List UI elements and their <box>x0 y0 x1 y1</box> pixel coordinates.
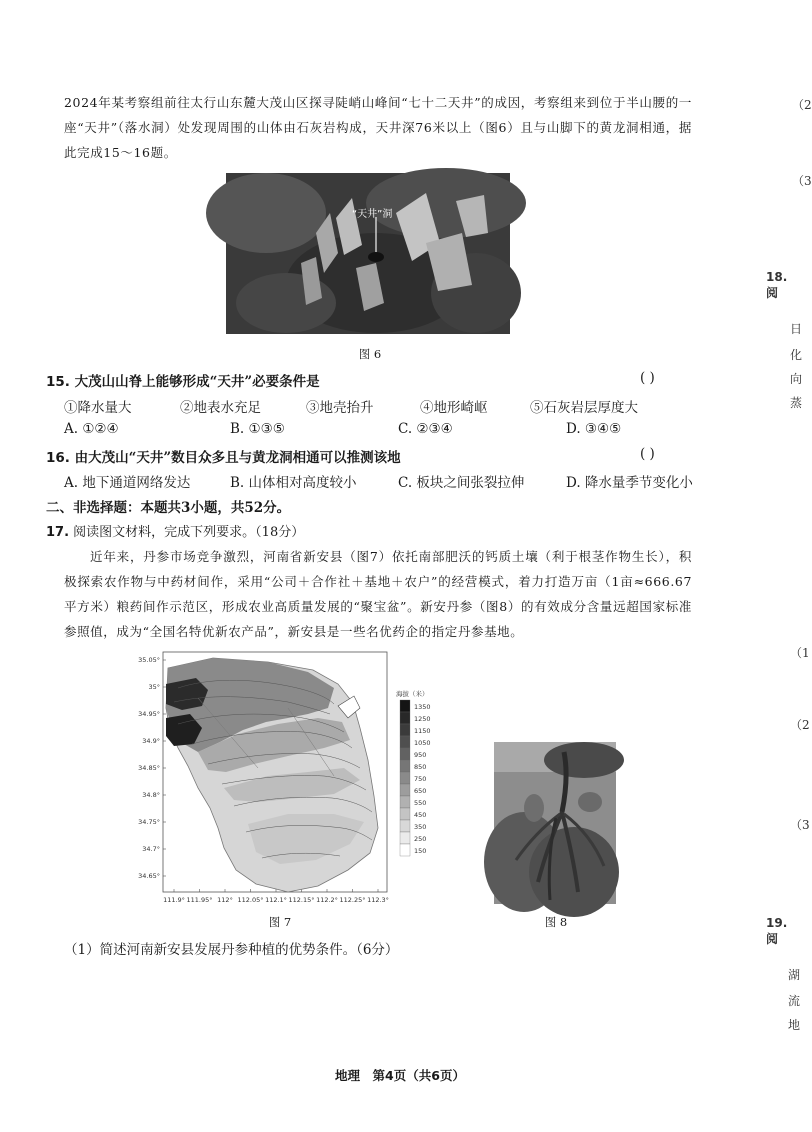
longitude-tick-label: 111.9° <box>163 896 185 904</box>
karst-mountain-image <box>226 173 510 334</box>
q15-item: ②地表水充足 <box>180 400 261 416</box>
legend-swatch <box>400 820 410 832</box>
q15-option-a[interactable]: A. ①②④ <box>64 421 119 437</box>
q15-option-c[interactable]: C. ②③④ <box>398 421 453 437</box>
longitude-tick-label: 111.95° <box>186 896 213 904</box>
figure-6-caption: 图 6 <box>358 347 382 361</box>
legend-value: 250 <box>414 835 427 843</box>
latitude-tick-label: 34.95° <box>138 710 160 718</box>
latitude-tick-label: 34.65° <box>138 872 160 880</box>
question-16-stem: 由大茂山“天井”数目众多且与黄龙洞相通可以推测该地 <box>74 450 401 466</box>
q15-item: ④地形崎岖 <box>420 400 488 416</box>
question-17 <box>46 521 304 540</box>
latitude-ticks <box>138 656 166 880</box>
figure-7-map <box>138 648 448 910</box>
legend-swatch <box>400 760 410 772</box>
q16-option-a[interactable]: A. 地下通道网络发达 <box>64 475 191 491</box>
legend-swatch <box>400 796 410 808</box>
section-2-heading: 二、非选择题：本题共3小题，共52分。 <box>46 500 291 516</box>
q15-item: ③地壳抬升 <box>306 400 374 416</box>
longitude-tick-label: 112.25° <box>339 896 366 904</box>
q15-option-b[interactable]: B. ①③⑤ <box>230 421 285 437</box>
edge-char: 蒸 <box>790 396 803 410</box>
latitude-tick-label: 35° <box>148 683 160 691</box>
legend-swatch <box>400 712 410 724</box>
legend-swatch <box>400 808 410 820</box>
legend-value: 750 <box>414 775 427 783</box>
longitude-tick-label: 112.15° <box>288 896 315 904</box>
question-17-stem: 阅读图文材料，完成下列要求。（18分） <box>73 525 305 540</box>
intro-passage: 2024年某考察组前往太行山东麓大茂山区探寻陡峭山峰间“七十二天井”的成因，考察组来到位于半山腰的一座“天井”（落水洞）处发现周围的山体由石灰岩构成，天井深76米以上（图6）且与山脚下的黄龙洞相通，据此完成15～16题。 <box>64 95 692 160</box>
legend-value: 350 <box>414 823 427 831</box>
salvia-root-image <box>494 742 616 904</box>
legend-value: 550 <box>414 799 427 807</box>
edge-char: 流 <box>788 994 801 1008</box>
legend-swatch <box>400 700 410 712</box>
latitude-tick-label: 34.75° <box>138 818 160 826</box>
latitude-tick-label: 34.8° <box>142 791 160 799</box>
edge-mark-3b: （3 <box>790 818 810 832</box>
figure-8-photo <box>494 742 616 904</box>
figure-7-caption: 图 7 <box>268 915 292 929</box>
question-15-stem: 大茂山山脊上能够形成“天井”必要条件是 <box>74 374 320 390</box>
edge-mark-3: （3 <box>792 174 812 188</box>
legend-value: 1050 <box>414 739 431 747</box>
answer-bracket-15[interactable]: ( ) <box>640 370 655 386</box>
edge-mark-2: （2 <box>792 98 812 112</box>
longitude-tick-label: 112° <box>217 896 233 904</box>
answer-bracket-16[interactable]: ( ) <box>640 446 655 462</box>
q15-item: ①降水量大 <box>64 400 132 416</box>
question-16-number: 16. <box>46 450 70 466</box>
legend-swatch <box>400 844 410 856</box>
q16-option-b[interactable]: B. 山体相对高度较小 <box>230 475 357 491</box>
legend-value: 850 <box>414 763 427 771</box>
latitude-tick-label: 34.7° <box>142 845 160 853</box>
longitude-tick-label: 112.05° <box>237 896 264 904</box>
question-16 <box>46 446 401 466</box>
legend-swatch <box>400 748 410 760</box>
question-17-passage: 近年来，丹参市场竞争激烈，河南省新安县（图7）依托南部肥沃的钙质土壤（利于根茎作物生长），积极探索农作物与中药材间作，采用“公司＋合作社＋基地＋农户”的经营模式，着力打造万亩（1亩≈666.67平方米）粮药间作示范区，形成农业高质量发展的“聚宝盆”。新安丹参（图8）的有效成分含量远超国家标准参照值，成为“全国名特优新农产品”，新安县是一些名优药企的指定丹参基地。 <box>64 549 692 639</box>
figure-6-photo <box>226 173 510 334</box>
edge-question-19: 19. 阅 <box>766 916 788 946</box>
latitude-tick-label: 34.9° <box>142 737 160 745</box>
legend-swatch <box>400 736 410 748</box>
page-footer: 地理 第4页（共6页） <box>335 1068 465 1083</box>
legend-swatch <box>400 724 410 736</box>
question-17-sub1: （1）简述河南新安县发展丹参种植的优势条件。（6分） <box>64 942 399 958</box>
latitude-tick-label: 35.05° <box>138 656 160 664</box>
latitude-tick-label: 34.85° <box>138 764 160 772</box>
edge-char: 向 <box>790 372 803 386</box>
legend-swatch <box>400 784 410 796</box>
edge-char: 化 <box>790 348 803 362</box>
legend-value: 950 <box>414 751 427 759</box>
edge-question-18: 18. 阅 <box>766 270 788 300</box>
longitude-tick-label: 112.1° <box>265 896 287 904</box>
figure-8-caption: 图 8 <box>544 915 568 929</box>
longitude-tick-label: 112.2° <box>316 896 338 904</box>
legend-value: 150 <box>414 847 427 855</box>
q16-option-d[interactable]: D. 降水量季节变化小 <box>566 475 693 491</box>
q15-option-d[interactable]: D. ③④⑤ <box>566 421 622 437</box>
edge-char: 湖 <box>788 968 801 982</box>
q15-item: ⑤石灰岩层厚度大 <box>530 400 638 416</box>
elevation-map <box>138 648 448 910</box>
longitude-tick-label: 112.3° <box>367 896 389 904</box>
legend-value: 1150 <box>414 727 431 735</box>
q16-option-c[interactable]: C. 板块之间张裂拉伸 <box>398 475 525 491</box>
question-15 <box>46 370 320 390</box>
edge-char: 地 <box>788 1018 801 1032</box>
legend-swatch <box>400 832 410 844</box>
question-17-number: 17. <box>46 525 70 540</box>
edge-mark-1: （1 <box>790 646 810 660</box>
well-label: “天井”洞 <box>352 209 393 220</box>
legend-title: 海拔（米） <box>396 690 429 698</box>
edge-char: 日 <box>790 322 803 336</box>
legend-value: 650 <box>414 787 427 795</box>
legend-swatch <box>400 772 410 784</box>
question-15-number: 15. <box>46 374 70 390</box>
legend-value: 450 <box>414 811 427 819</box>
legend-value: 1250 <box>414 715 431 723</box>
edge-mark-2b: （2 <box>790 718 810 732</box>
legend-value: 1350 <box>414 703 431 711</box>
elevation-legend <box>400 700 431 856</box>
